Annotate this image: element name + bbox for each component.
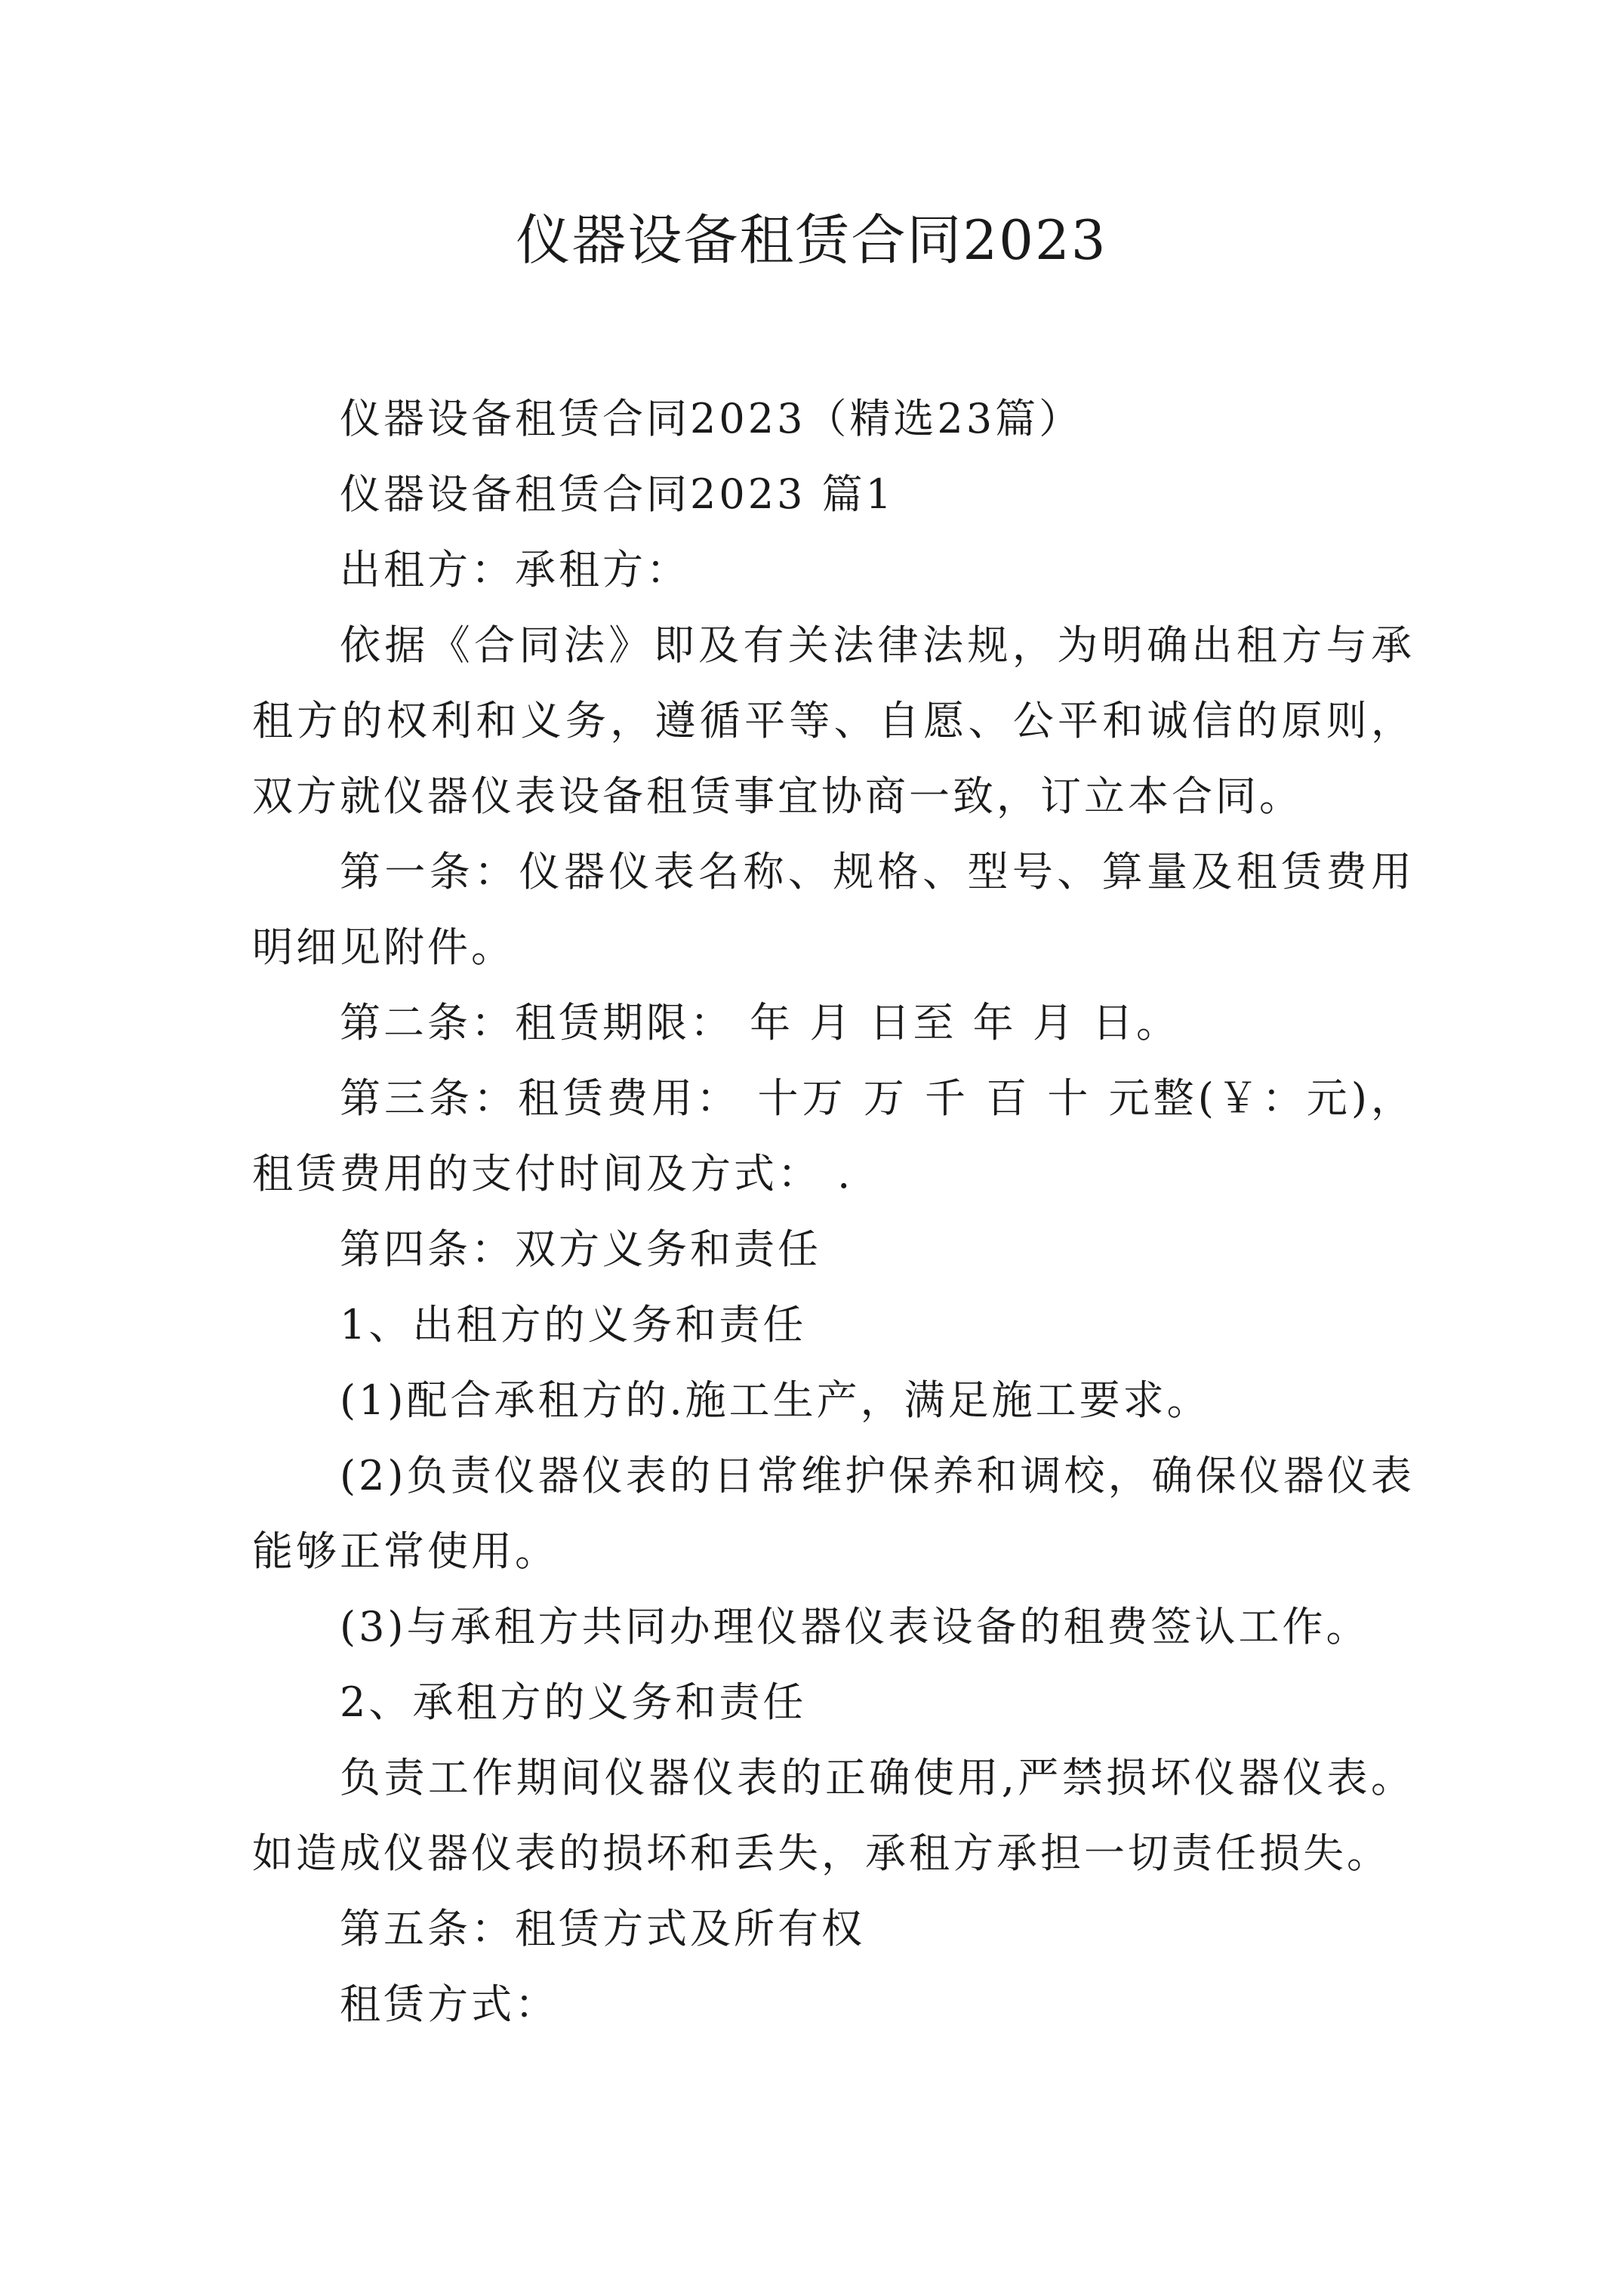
paragraph-article-5: 第五条：租赁方式及所有权 [340, 1905, 865, 1952]
paragraph-preamble: 依据《合同法》即及有关法律法规，为明确出租方与承租方的权利和义务，遵循平等、自愿、公平和诚信的原则，双方就仪器仪表设备租赁事宜协商一致，订立本合同。 [252, 621, 1415, 820]
document-title: 仪器设备租赁合同2023 [516, 208, 1107, 272]
paragraph-article-4: 第四条：双方义务和责任 [340, 1225, 821, 1273]
paragraph-parties: 出租方：承租方： [340, 546, 690, 593]
paragraph-lessee-duty-text: 负责工作期间仪器仪表的正确使用,严禁损坏仪器仪表。如造成仪器仪表的损坏和丢失，承租方承担一切责任损失。 [252, 1754, 1415, 1877]
paragraph-lessor-duty-3: (3)与承租方共同办理仪器仪表设备的租费签认工作。 [340, 1603, 1370, 1650]
paragraph-intro-heading: 仪器设备租赁合同2023（精选23篇） [340, 395, 1083, 442]
paragraph-lessor-duty-1: (1)配合承租方的.施工生产，满足施工要求。 [340, 1376, 1211, 1424]
paragraph-lease-method: 租赁方式： [340, 1980, 559, 2028]
paragraph-article-2: 第二条：租赁期限： 年 月 日至 年 月 日。 [340, 999, 1180, 1046]
paragraph-lessor-duty-2: (2)负责仪器仪表的日常维护保养和调校，确保仪器仪表能够正常使用。 [252, 1452, 1415, 1575]
paragraph-lessee-duties: 2、承租方的义务和责任 [340, 1678, 807, 1726]
paragraph-lessor-duties: 1、出租方的义务和责任 [340, 1301, 807, 1348]
paragraph-section-heading: 仪器设备租赁合同2023 篇1 [340, 470, 895, 518]
paragraph-article-1: 第一条：仪器仪表名称、规格、型号、算量及租赁费用明细见附件。 [252, 848, 1415, 971]
document-body [252, 381, 1415, 2042]
paragraph-article-3: 第三条：租赁费用： 十万 万 千 百 十 元整(￥：元)，租赁费用的支付时间及方式： . [252, 1074, 1415, 1197]
